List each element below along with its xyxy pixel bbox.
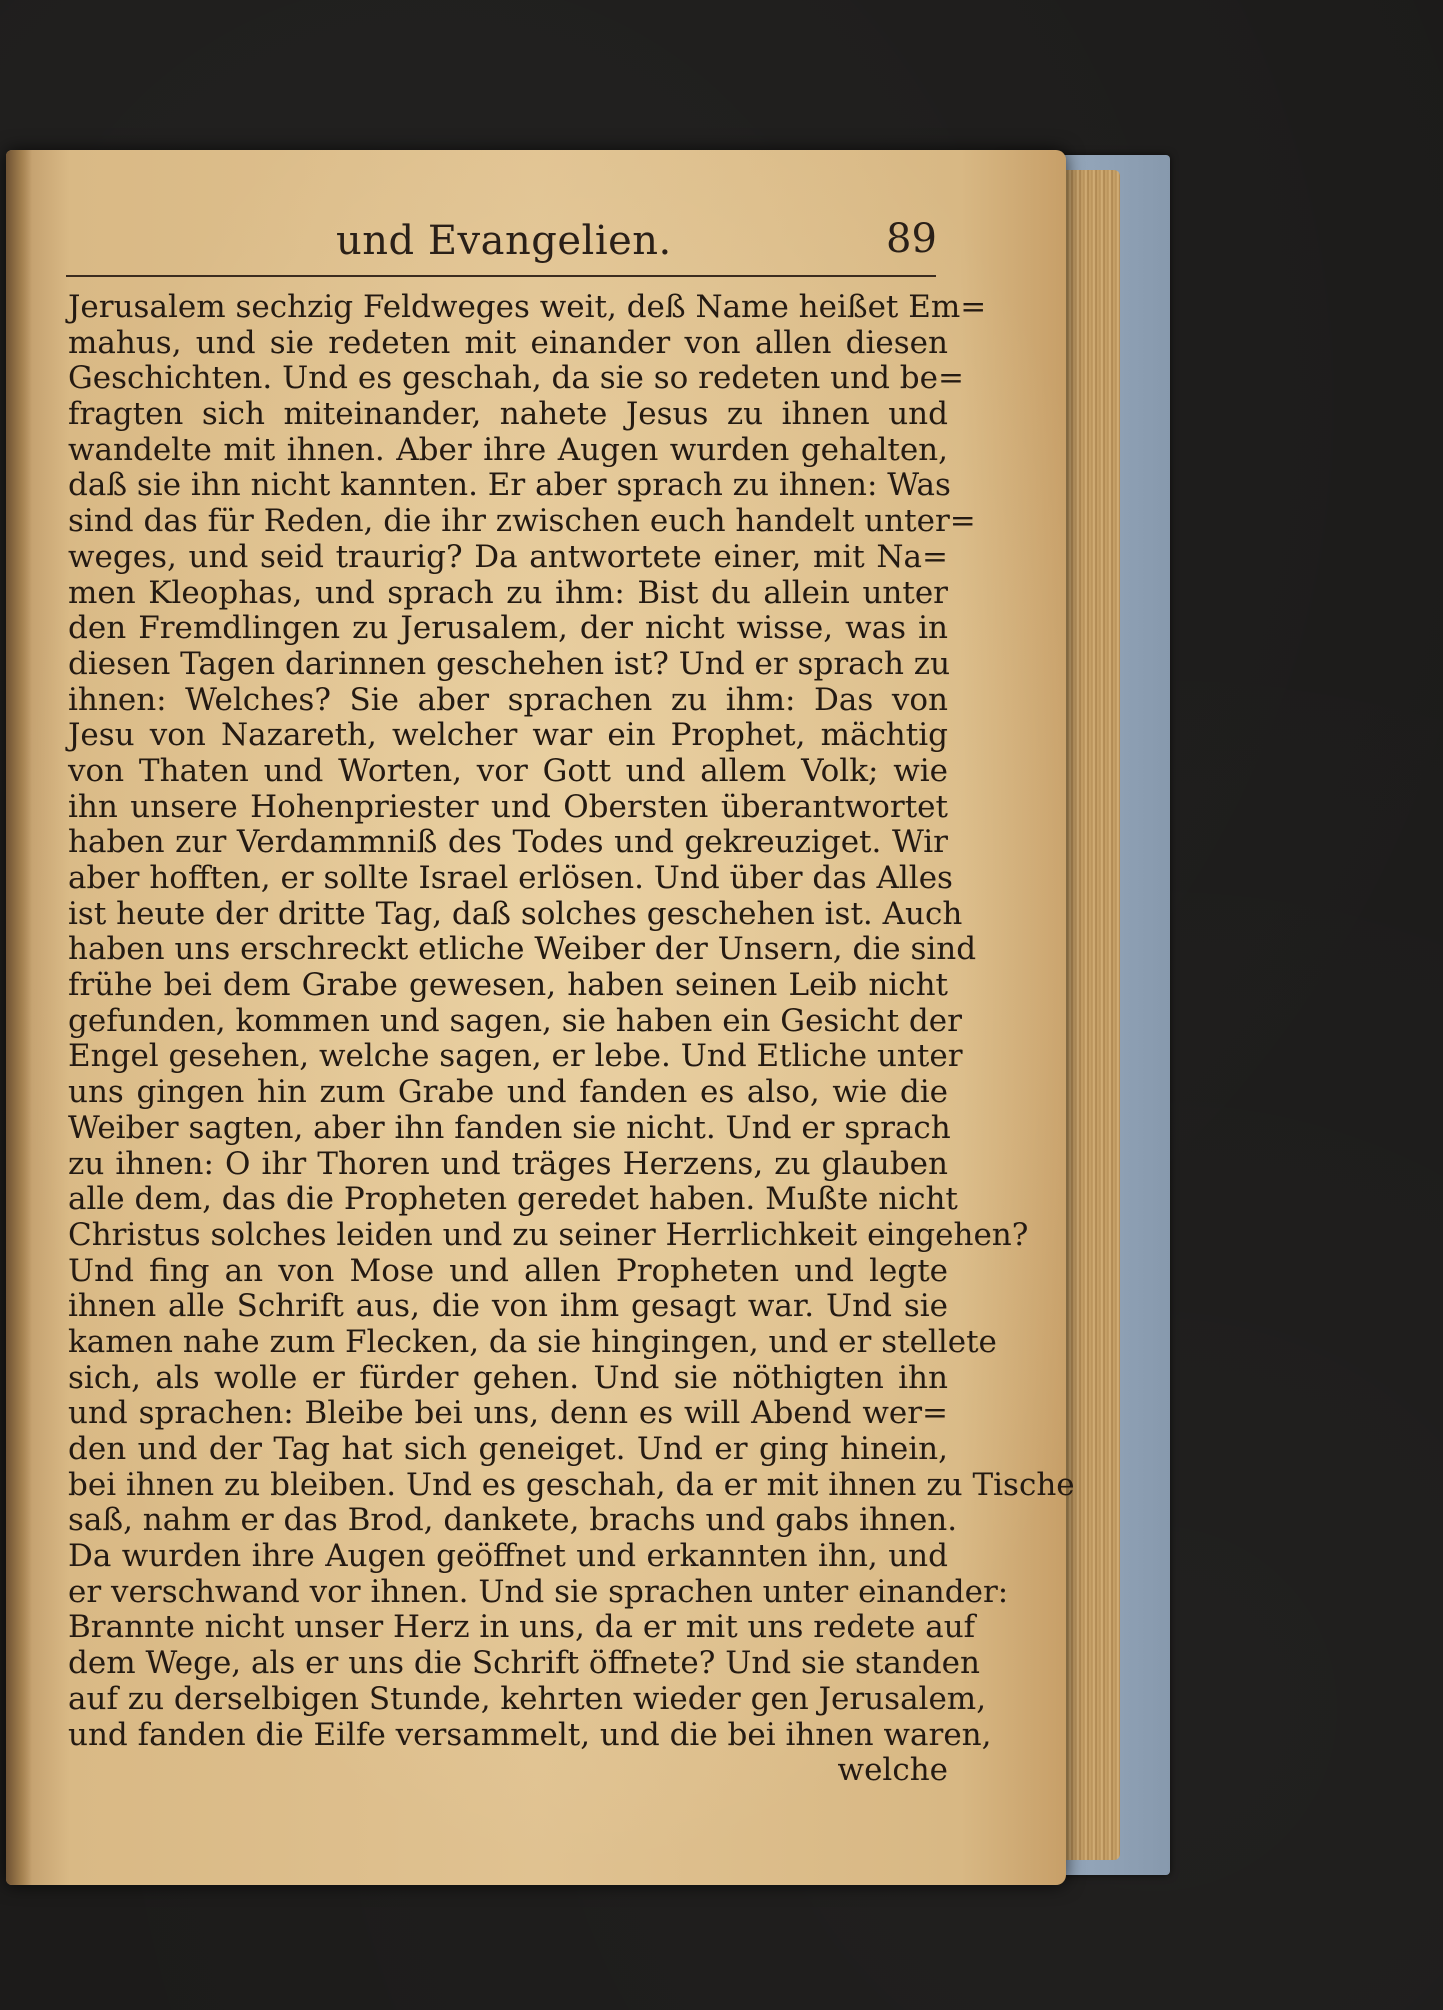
text-line: frühe bei dem Grabe gewesen, haben seinen Leib nicht	[68, 967, 948, 1004]
page-number: 89	[886, 216, 937, 262]
text-line: sind das für Reden, die ihr zwischen euch handelt unter=	[68, 503, 976, 540]
text-line: uns gingen hin zum Grabe und fanden es also, wie die	[68, 1074, 948, 1111]
text-line: und fanden die Eilfe versammelt, und die bei ihnen waren,	[68, 1716, 992, 1753]
text-line: dem Wege, als er uns die Schrift öffnete? Und sie standen	[68, 1645, 980, 1682]
text-line: bei ihnen zu bleiben. Und es geschah, da er mit ihnen zu Tische	[68, 1466, 1075, 1503]
text-line: und sprachen: Bleibe bei uns, denn es will Abend wer=	[68, 1395, 948, 1432]
text-line: ihnen: Welches? Sie aber sprachen zu ihm: Das von	[68, 681, 948, 718]
text-line: weges, und seid traurig? Da antwortete einer, mit Na=	[68, 538, 948, 575]
text-line: gefunden, kommen und sagen, sie haben ein Gesicht der	[68, 1002, 962, 1039]
text-line: von Thaten und Worten, vor Gott und allem Volk; wie	[68, 752, 948, 789]
text-line: haben uns erschreckt etliche Weiber der Unsern, die sind	[68, 931, 977, 968]
book-page	[6, 150, 1075, 1885]
text-line: Brannte nicht unser Herz in uns, da er mit uns redete auf	[68, 1609, 976, 1646]
text-line: wandelte mit ihnen. Aber ihre Augen wurden gehalten,	[68, 431, 948, 468]
text-line: ihnen alle Schrift aus, die von ihm gesagt war. Und sie	[68, 1288, 948, 1325]
text-line: Und fing an von Mose und allen Propheten und legte	[68, 1252, 948, 1289]
text-line: daß sie ihn nicht kannten. Er aber sprach zu ihnen: Was	[68, 467, 951, 504]
text-line: Da wurden ihre Augen geöffnet und erkannten ihn, und	[68, 1538, 948, 1575]
text-line: men Kleophas, und sprach zu ihm: Bist du allein unter	[68, 574, 948, 611]
running-head: und Evangelien.	[336, 218, 672, 264]
page-gutter	[6, 150, 32, 1885]
text-line: Engel gesehen, welche sagen, er lebe. Und Etliche unter	[68, 1038, 963, 1075]
text-line: haben zur Verdammniß des Todes und gekreuziget. Wir	[68, 824, 948, 861]
text-line: Christus solches leiden und zu seiner Herrlichkeit eingehen?	[68, 1216, 1029, 1253]
text-line: auf zu derselbigen Stunde, kehrten wieder gen Jerusalem,	[68, 1680, 987, 1717]
text-line: fragten sich miteinander, nahete Jesus zu ihnen und	[68, 396, 948, 433]
text-line: er verschwand vor ihnen. Und sie sprachen unter einander:	[68, 1573, 1009, 1610]
text-line: ihn unsere Hohenpriester und Obersten überantwortet	[68, 788, 948, 825]
text-line: alle dem, das die Propheten geredet haben. Mußte nicht	[68, 1181, 958, 1218]
text-line: zu ihnen: O ihr Thoren und träges Herzens, zu glauben	[68, 1145, 948, 1182]
text-line: kamen nahe zum Flecken, da sie hingingen, und er stellete	[68, 1323, 997, 1360]
text-line: Geschichten. Und es geschah, da sie so redeten und be=	[68, 360, 964, 397]
text-line: den Fremdlingen zu Jerusalem, der nicht wisse, was in	[68, 610, 948, 647]
text-body	[68, 289, 1075, 1789]
text-line: den und der Tag hat sich geneiget. Und er ging hinein,	[68, 1431, 948, 1467]
text-line: Jerusalem sechzig Feldweges weit, deß Name heißet Em=	[68, 289, 987, 325]
text-line: Weiber sagten, aber ihn fanden sie nicht. Und er sprach	[68, 1109, 951, 1146]
text-line: ist heute der dritte Tag, daß solches geschehen ist. Auch	[68, 895, 963, 932]
text-line: diesen Tagen darinnen geschehen ist? Und er sprach zu	[68, 645, 951, 682]
text-line: welche	[837, 1752, 948, 1789]
text-line: saß, nahm er das Brod, dankete, brachs und gabs ihnen.	[68, 1502, 958, 1539]
text-line: Jesu von Nazareth, welcher war ein Prophet, mächtig	[68, 717, 948, 754]
text-line: mahus, und sie redeten mit einander von allen diesen	[68, 324, 948, 361]
text-line: aber hofften, er sollte Israel erlösen. Und über das Alles	[68, 860, 953, 896]
header-rule	[66, 275, 936, 277]
text-line: sich, als wolle er fürder gehen. Und sie nöthigten ihn	[68, 1359, 948, 1396]
